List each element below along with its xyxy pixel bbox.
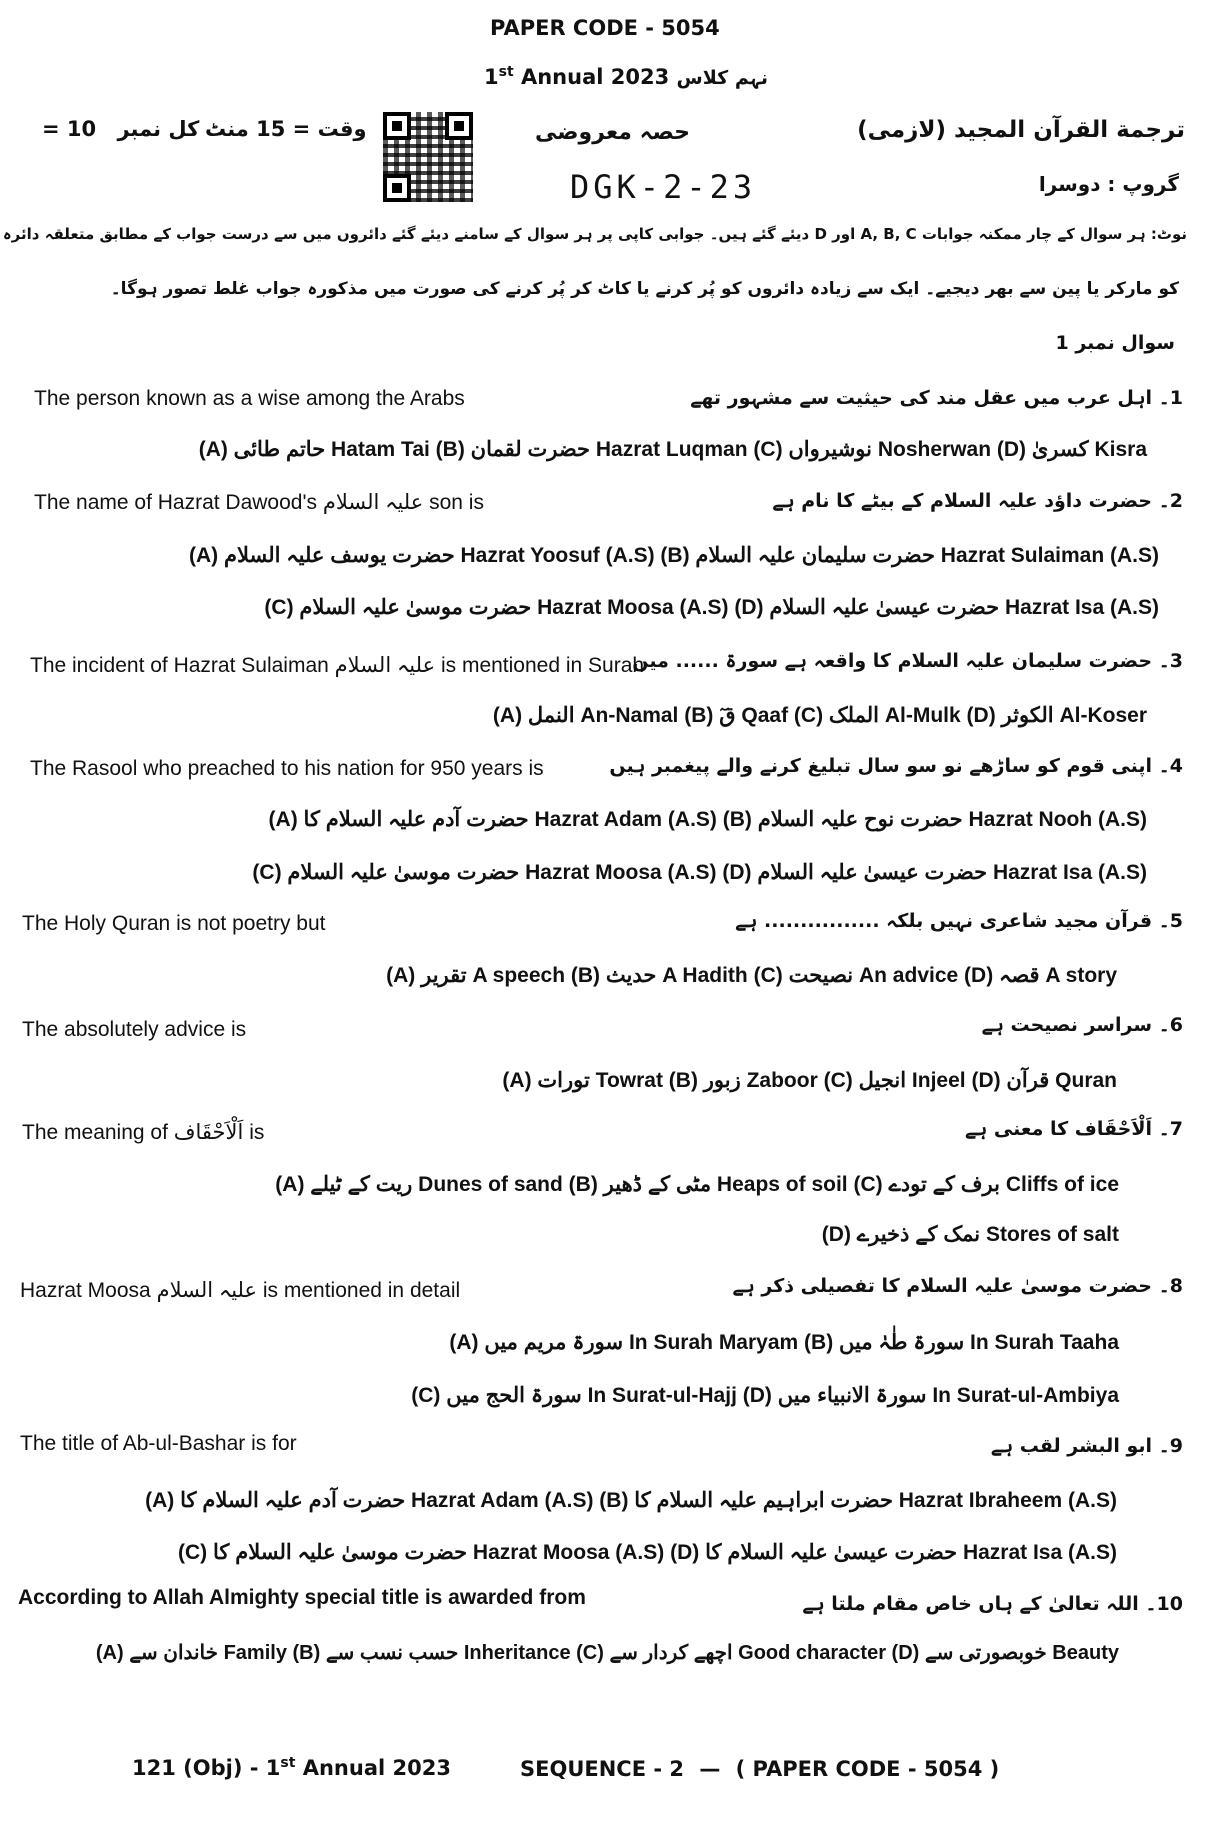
footer-dash: —: [699, 1757, 721, 1781]
question-8-options-row: In Surat-ul-Ambiya سورۃ الانبیاء میں (D) In Surat-ul-Hajj سورۃ الحج میں (C): [411, 1384, 1119, 1407]
question-number: 9: [1169, 1435, 1183, 1457]
question-9-english: The title of Ab-ul-Bashar is for: [20, 1432, 297, 1455]
marks: [42, 117, 199, 141]
question-1-options-row: Kisra کسریٰ (D) Nosherwan نوشیرواں (C) Hazrat Luqman حضرت لقمان (B) Hatam Tai حاتم طائی (A): [198, 438, 1147, 461]
question-5-english: The Holy Quran is not poetry but: [22, 912, 326, 935]
question-number: 3: [1169, 650, 1183, 672]
question-text-urdu: حضرت سلیمان علیہ السلام کا واقعہ ہے سورۃ ...... میں: [632, 650, 1153, 672]
time-label: وقت = 15 منٹ: [205, 117, 367, 141]
question-number: 4: [1169, 755, 1183, 777]
question-text-urdu: اہل عرب میں عقل مند کی حیثیت سے مشہور تھے: [690, 387, 1153, 409]
question-9-urdu: 9۔ ابو البشر لقب ہے: [990, 1435, 1183, 1457]
question-3-urdu: 3۔ حضرت سلیمان علیہ السلام کا واقعہ ہے سورۃ ...... میں: [632, 650, 1183, 672]
question-9-options-row: Hazrat Isa (A.S) حضرت عیسیٰ علیہ السلام کا (D) Hazrat Moosa (A.S) حضرت موسیٰ علیہ السلام کا (C): [177, 1541, 1117, 1564]
footer-superscript: st: [280, 1755, 296, 1771]
question-2-english: The name of Hazrat Dawood's علیہ السلام son is: [34, 491, 484, 514]
paper-code: PAPER CODE - 5054: [490, 16, 720, 40]
question-5-urdu: 5۔ قرآن مجید شاعری نہیں بلکہ ................ ہے: [735, 910, 1183, 932]
marks-label: کل نمبر: [117, 117, 200, 141]
question-5-options-row: A story قصہ (D) An advice نصیحت (C) A Hadith حدیث (B) A speech تقریر (A): [386, 964, 1117, 987]
question-10-options-row: Beauty خوبصورتی سے (D) Good character اچھے کردار سے (C) Inheritance حسب نسب سے (B) Family خاندان سے (A): [95, 1642, 1119, 1664]
note-line-1: نوٹ: ہر سوال کے چار ممکنہ جوابات A, B, C اور D دیئے گئے ہیں۔ جوابی کاپی پر ہر سوال کے سامنے دیئے گئے دائروں میں سے درست جواب کے مطابق متعلقہ دائرہ: [2, 225, 1187, 243]
marks-value: = 10: [42, 117, 97, 141]
question-text-urdu: ابو البشر لقب ہے: [990, 1435, 1153, 1457]
question-number: 8: [1169, 1275, 1183, 1297]
question-text-urdu: اپنی قوم کو ساڑھے نو سو سال تبلیغ کرنے والے پیغمبر ہیں: [609, 755, 1153, 777]
question-number: 10: [1156, 1593, 1183, 1615]
footer-paper-code: ( PAPER CODE - 5054 ): [735, 1757, 1000, 1781]
question-text-urdu: سراسر نصیحت ہے: [981, 1014, 1153, 1036]
question-7-options-row: Cliffs of ice برف کے تودے (C) Heaps of soil مٹی کے ڈھیر (B) Dunes of sand ریت کے ٹیلے (A): [275, 1173, 1119, 1196]
qr-code: [383, 112, 473, 202]
question-3-options-row: Al-Koser الکوثر (D) Al-Mulk الملک (C) Qaaf قٓ (B) An-Namal النمل (A): [492, 704, 1147, 727]
subject-title: ترجمة القرآن المجید (لازمی): [857, 117, 1185, 143]
question-4-options-row: Hazrat Nooh (A.S) حضرت نوح علیہ السلام (B) Hazrat Adam (A.S) حضرت آدم علیہ السلام کا (A): [268, 808, 1147, 831]
qr-finder: [445, 112, 473, 140]
question-8-urdu: 8۔ حضرت موسیٰ علیہ السلام کا تفصیلی ذکر ہے: [732, 1275, 1183, 1297]
question-2-options-row: Hazrat Isa (A.S) حضرت عیسیٰ علیہ السلام (D) Hazrat Moosa (A.S) حضرت موسیٰ علیہ السلام (C): [264, 596, 1159, 619]
footer-annual: Annual 2023: [295, 1756, 451, 1780]
sequence-label: SEQUENCE - 2: [520, 1757, 685, 1781]
question-4-options-row: Hazrat Isa (A.S) حضرت عیسیٰ علیہ السلام (D) Hazrat Moosa (A.S) حضرت موسیٰ علیہ السلام (C): [252, 861, 1147, 884]
section-title: حصہ معروضی: [535, 120, 690, 145]
annual-text: Annual 2023: [520, 65, 670, 89]
annual-line: [484, 64, 768, 89]
question-6-english: The absolutely advice is: [22, 1018, 247, 1041]
question-8-options-row: In Surah Taaha سورۃ طٰہٰ میں (B) In Surah Maryam سورۃ مریم میں (A): [449, 1331, 1119, 1354]
question-text-urdu: قرآن مجید شاعری نہیں بلکہ ................ ہے: [735, 910, 1153, 932]
question-4-english: The Rasool who preached to his nation for 950 years is: [30, 757, 544, 780]
annual-superscript: st: [498, 64, 514, 80]
question-10-urdu: 10۔ اللہ تعالیٰ کے ہاں خاص مقام ملتا ہے: [802, 1593, 1183, 1615]
question-text-urdu: اللہ تعالیٰ کے ہاں خاص مقام ملتا ہے: [802, 1593, 1139, 1615]
question-9-options-row: Hazrat Ibraheem (A.S) حضرت ابراہیم علیہ السلام کا (B) Hazrat Adam (A.S) حضرت آدم علیہ السلام کا (A): [145, 1489, 1117, 1512]
group-label: گروپ : دوسرا: [1038, 172, 1179, 196]
question-7-urdu: 7۔ اَلْاَحْقَاف کا معنی ہے: [965, 1118, 1183, 1140]
question-text-urdu: اَلْاَحْقَاف کا معنی ہے: [965, 1118, 1153, 1140]
question-1-urdu: 1۔ اہل عرب میں عقل مند کی حیثیت سے مشہور تھے: [690, 387, 1183, 409]
question-number: 2: [1169, 490, 1183, 512]
question-number: 5: [1169, 910, 1183, 932]
question-number: 6: [1169, 1014, 1183, 1036]
question-7-options-row: Stores of salt نمک کے ذخیرے (D): [821, 1223, 1119, 1246]
class-label: نہم کلاس: [676, 67, 768, 89]
question-7-english: The meaning of اَلْاَحْقَاف is: [22, 1121, 265, 1144]
question-text-urdu: حضرت موسیٰ علیہ السلام کا تفصیلی ذکر ہے: [732, 1275, 1153, 1297]
question-number: 1: [1169, 387, 1183, 409]
question-6-options-row: Quran قرآن (D) Injeel انجیل (C) Zaboor زبور (B) Towrat تورات (A): [502, 1069, 1117, 1092]
qr-finder: [383, 174, 411, 202]
footer-prefix: 121 (Obj) - 1: [132, 1756, 281, 1780]
handwritten-code: DGK-2-23: [570, 168, 757, 206]
question-6-urdu: 6۔ سراسر نصیحت ہے: [981, 1014, 1183, 1036]
footer-sequence: [520, 1757, 999, 1781]
question-10-english: According to Allah Almighty special title is awarded from: [18, 1586, 586, 1609]
question-number: 7: [1169, 1118, 1183, 1140]
question-2-urdu: 2۔ حضرت داؤد علیہ السلام کے بیٹے کا نام ہے: [772, 490, 1183, 512]
qr-finder: [383, 112, 411, 140]
question-2-options-row: Hazrat Sulaiman (A.S) حضرت سلیمان علیہ السلام (B) Hazrat Yoosuf (A.S) حضرت یوسف علیہ السلام (A): [188, 544, 1159, 567]
question-8-english: Hazrat Moosa علیہ السلام is mentioned in detail: [20, 1279, 461, 1302]
annual-number: 1: [484, 65, 499, 89]
question-text-urdu: حضرت داؤد علیہ السلام کے بیٹے کا نام ہے: [772, 490, 1153, 512]
question-heading: سوال نمبر 1: [1055, 332, 1175, 354]
footer-left: [132, 1755, 451, 1780]
question-3-english: The incident of Hazrat Sulaiman علیہ السلام is mentioned in Surah: [30, 654, 645, 677]
note-line-2: کو مارکر یا پین سے بھر دیجیے۔ ایک سے زیادہ دائروں کو پُر کرنے یا کاٹ کر پُر کرنے کی صورت میں مذکورہ جواب غلط تصور ہوگا۔: [110, 279, 1179, 299]
question-1-english: The person known as a wise among the Arabs: [34, 387, 465, 410]
question-4-urdu: 4۔ اپنی قوم کو ساڑھے نو سو سال تبلیغ کرنے والے پیغمبر ہیں: [609, 755, 1183, 777]
